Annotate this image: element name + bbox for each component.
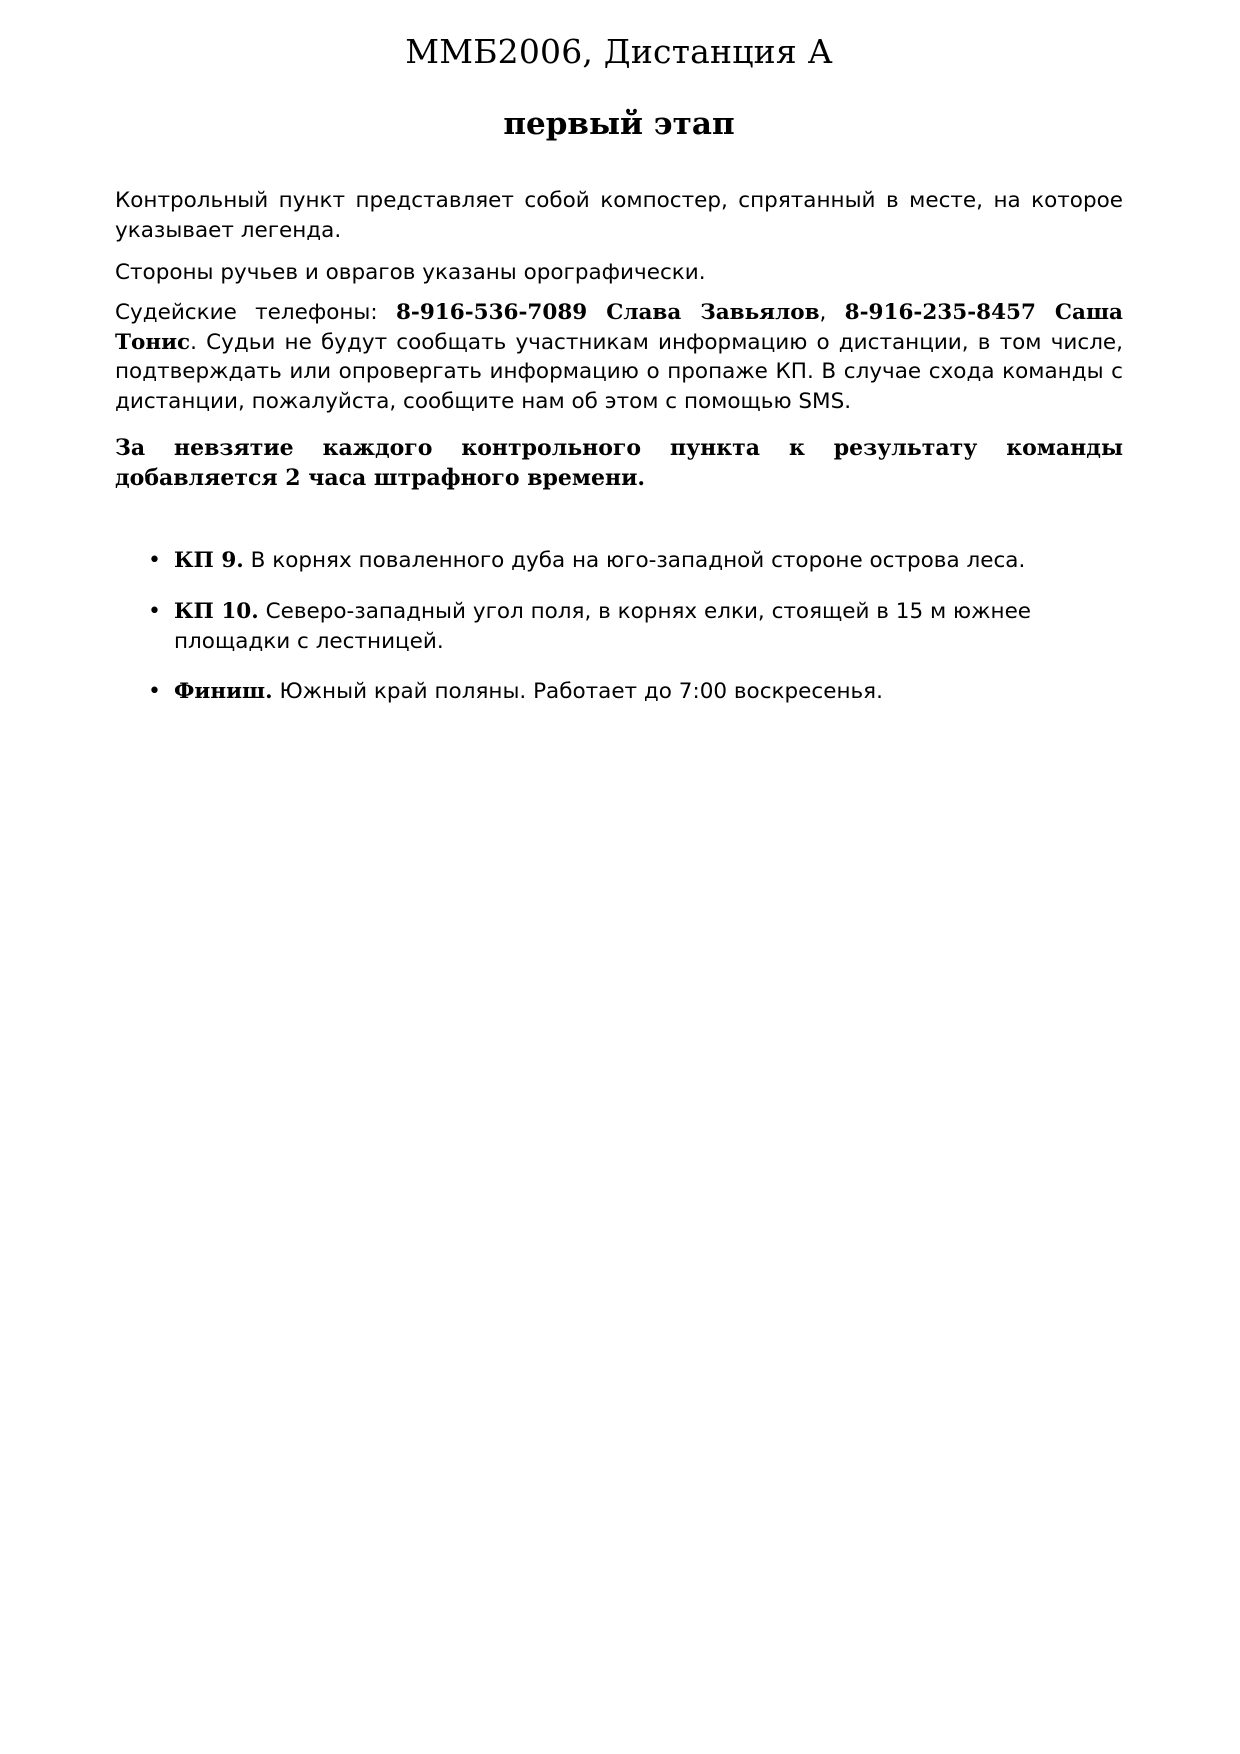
checkpoint-label: КП 9. <box>174 548 244 573</box>
judge-phone-1: 8-916-536-7089 Слава Завьялов <box>395 300 820 325</box>
phones-separator: , <box>819 300 845 325</box>
checkpoint-text: Южный край поляны. Работает до 7:00 воскресенья. <box>272 679 883 704</box>
sides-note-paragraph: Стороны ручьев и оврагов указаны орографически. <box>115 260 706 285</box>
list-item <box>115 677 1123 707</box>
bullet-icon: • <box>148 548 161 573</box>
penalty-paragraph: За невзятие каждого контрольного пункта к результату команды добавляется 2 часа штрафного времени. <box>115 435 1123 491</box>
list-item <box>115 597 1123 657</box>
checkpoint-label: КП 10. <box>174 599 259 624</box>
checkpoint-text: Северо-западный угол поля, в корнях елки, стоящей в 15 м южнее площадки с лестницей. <box>174 599 1032 654</box>
phones-label: Судейские телефоны: <box>115 300 396 325</box>
checkpoint-text: В корнях поваленного дуба на юго-западной стороне острова леса. <box>243 548 1026 573</box>
checkpoint-label: Финиш. <box>174 679 273 704</box>
list-item-content <box>174 677 1123 707</box>
page-subtitle: первый этап <box>503 106 735 142</box>
checkpoint-description-paragraph: Контрольный пункт представляет собой компостер, спрятанный в месте, на которое указывает легенда. <box>115 188 1123 243</box>
bullet-icon: • <box>148 679 161 704</box>
list-item-content <box>174 546 1123 576</box>
phones-rest-text: . Судьи не будут сообщать участникам информацию о дистанции, в том числе, подтверждать или опровергать информацию о пропаже КП. В случае схода команды с дистанции, пожалуйста, сообщите нам об этом с помощью SMS. <box>115 329 1123 414</box>
bullet-icon: • <box>148 599 161 624</box>
page-title: ММБ2006, Дистанция А <box>405 32 833 71</box>
list-item-content <box>174 597 1123 657</box>
judges-phones-paragraph <box>115 298 1123 416</box>
list-item <box>115 546 1123 576</box>
judge-phone-2: 8-916-235-8457 Саша Тонис <box>115 300 1123 355</box>
